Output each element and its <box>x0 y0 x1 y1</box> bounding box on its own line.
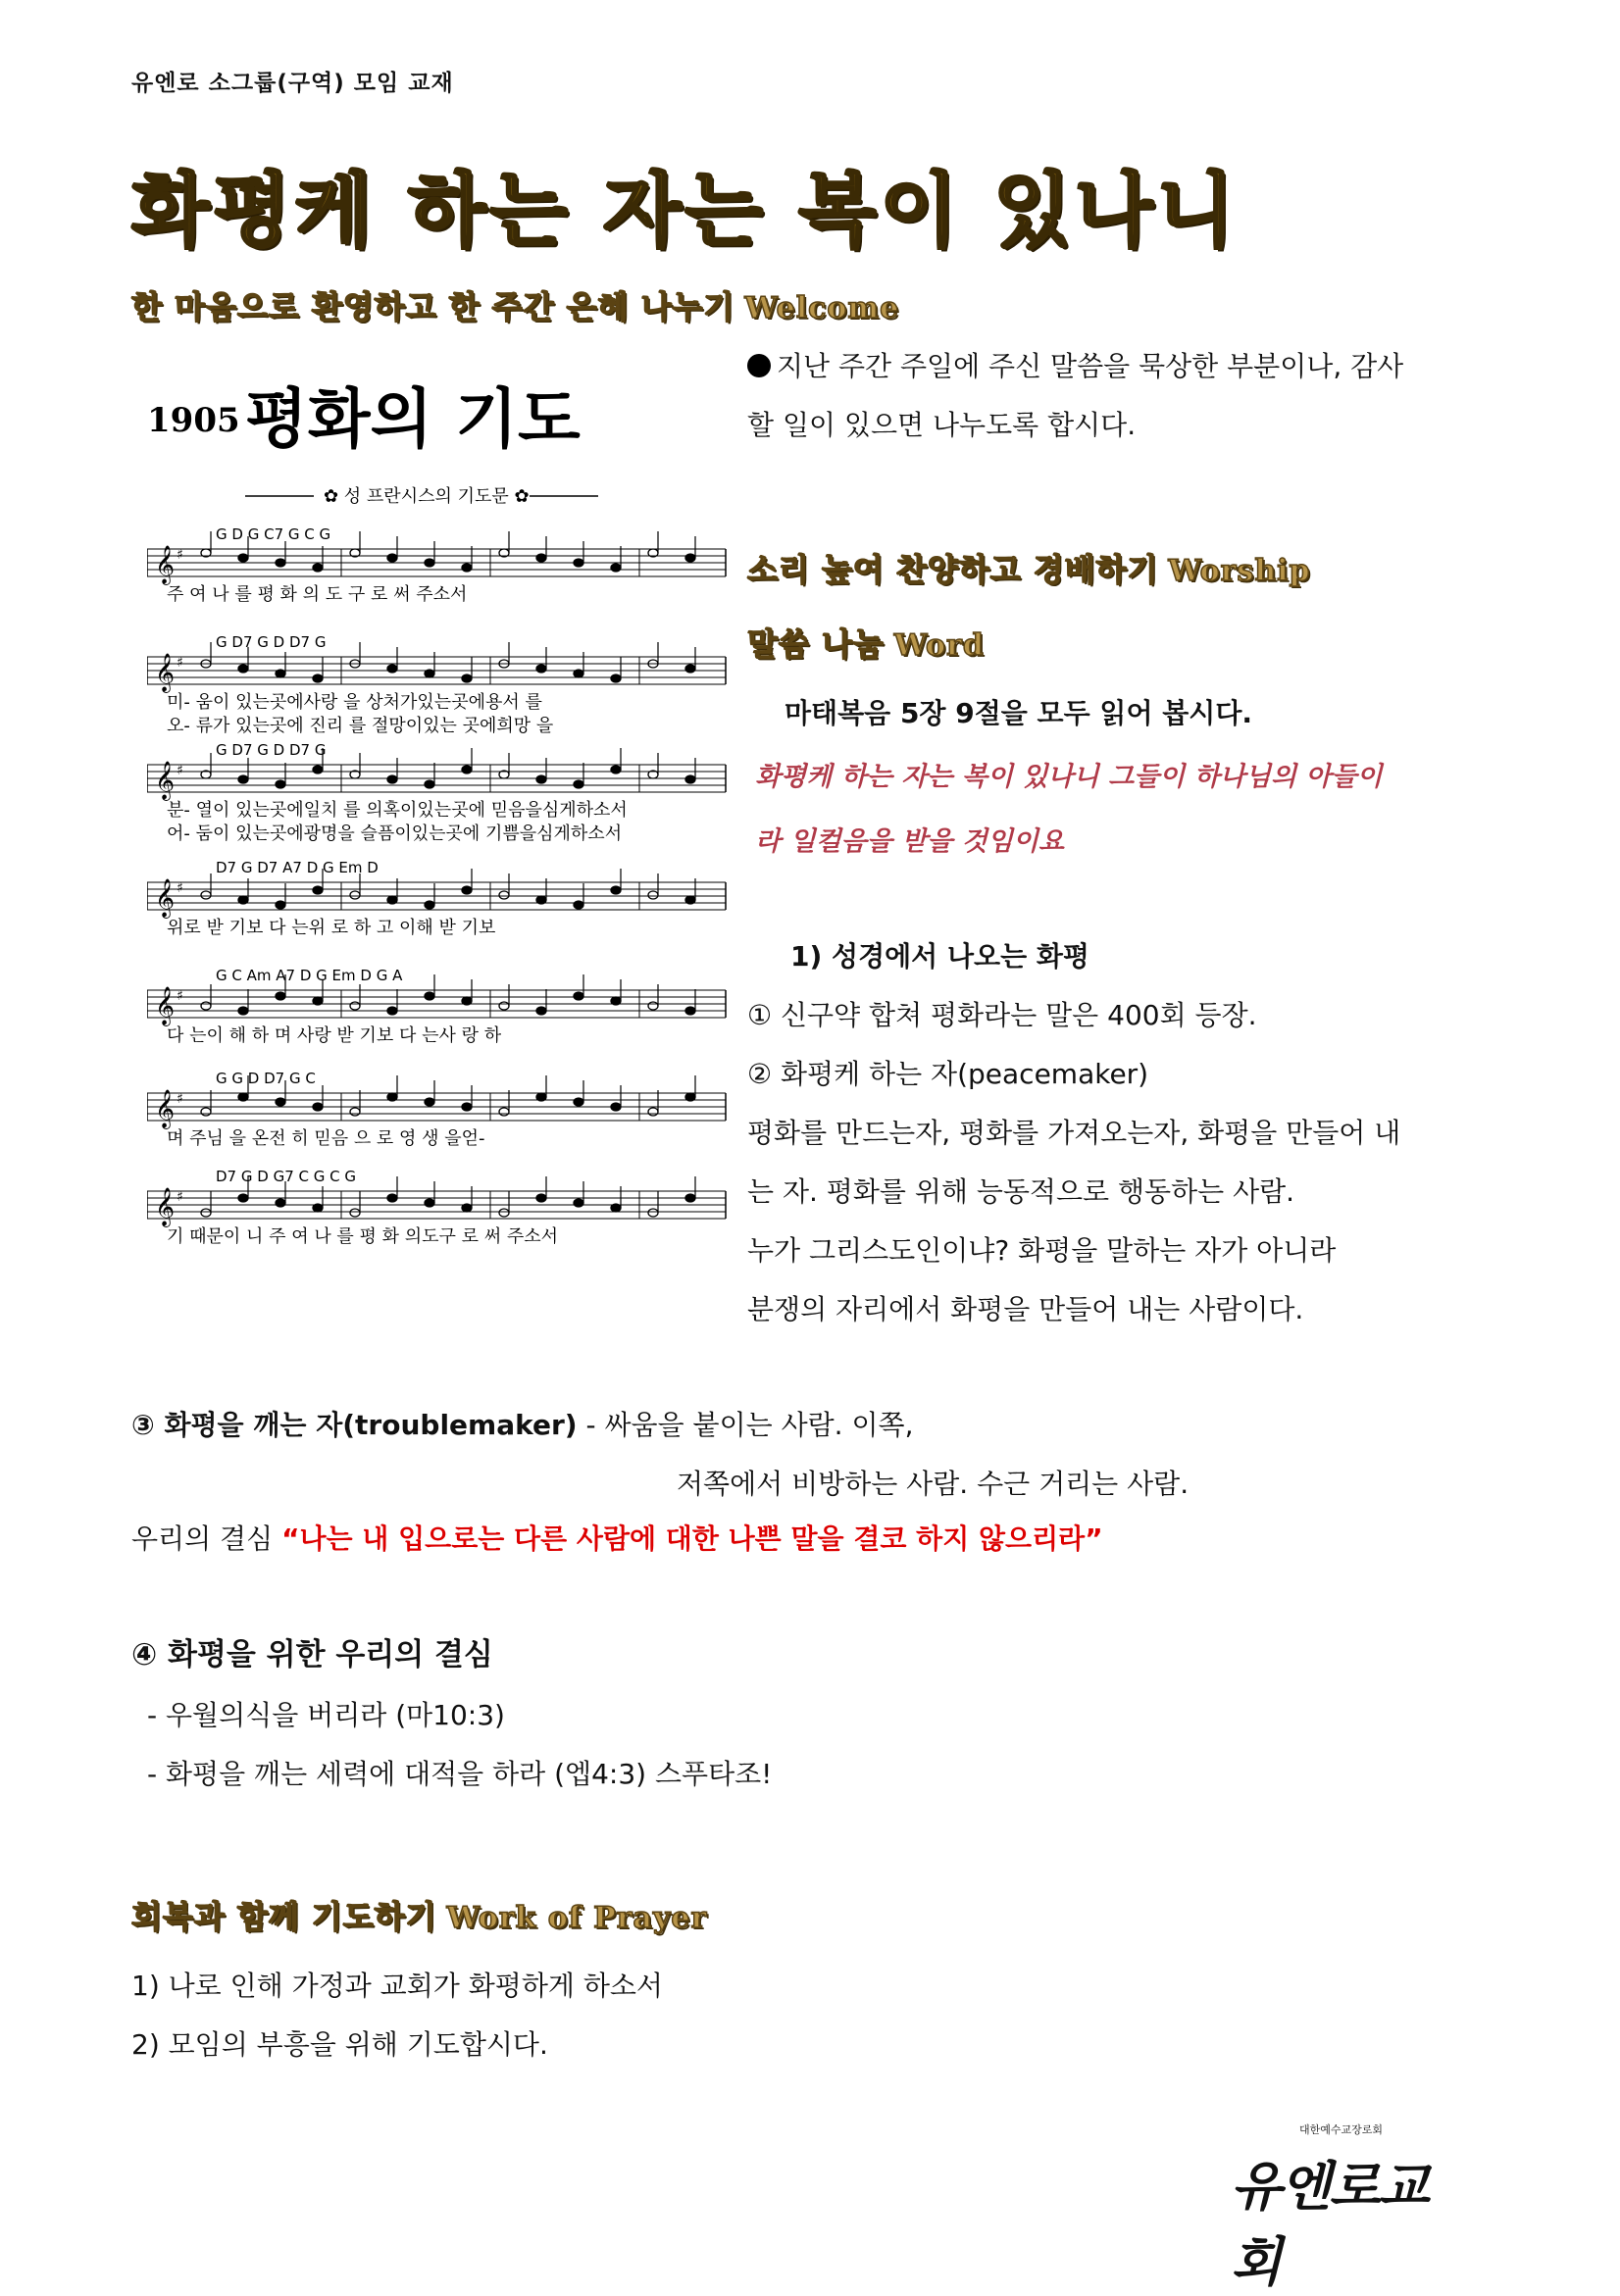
svg-text:𝄞: 𝄞 <box>155 653 176 692</box>
hymn-title: 평화의 기도 <box>245 381 581 457</box>
item-4-list <box>147 1686 772 1804</box>
list-item: - 우월의식을 버리라 (마10:3) <box>147 1699 505 1731</box>
note <box>238 775 248 783</box>
note <box>499 1209 509 1217</box>
note <box>536 1194 546 1202</box>
note <box>611 886 621 894</box>
note <box>574 780 583 788</box>
svg-text:𝄞: 𝄞 <box>155 545 176 584</box>
svg-text:♯: ♯ <box>177 763 183 778</box>
item-3 <box>131 1396 913 1455</box>
note <box>462 564 472 572</box>
note <box>387 554 397 562</box>
svg-text:♯: ♯ <box>177 547 183 563</box>
svg-text:♯: ♯ <box>177 1189 183 1205</box>
hymn-subtitle: ✿ 성 프란시스의 기도문 ✿ <box>324 486 530 507</box>
note <box>425 670 434 677</box>
item-3-desc: - 싸움을 붙이는 사람. 이쪽, <box>585 1409 914 1441</box>
note <box>425 1098 434 1106</box>
word-heading: 말씀 나눔 Word <box>747 625 985 663</box>
note <box>685 1007 695 1015</box>
document-header: 유엔로 소그룹(구역) 모임 교재 <box>131 71 454 96</box>
note <box>276 1098 285 1106</box>
lyric-line: 어- 둠이 있는곳에광명을 슬픔이있는곳에 기쁨을심게하소서 <box>167 824 623 844</box>
note <box>313 997 323 1005</box>
welcome-heading <box>131 282 899 327</box>
note <box>201 1209 211 1217</box>
note <box>611 674 621 682</box>
note <box>350 1002 360 1010</box>
svg-text:𝄞: 𝄞 <box>155 986 176 1025</box>
note <box>574 559 583 567</box>
note <box>499 1002 509 1010</box>
note <box>201 1002 211 1010</box>
note <box>425 780 434 788</box>
item-3-label: ③ 화평을 깨는 자(troublemaker) <box>131 1409 578 1441</box>
note <box>350 1108 360 1116</box>
chord-line: D7 G D G7 C G C G <box>216 1168 357 1185</box>
note <box>685 896 695 904</box>
list-item: 1) 나로 인해 가정과 교회가 화평하게 하소서 <box>131 1970 663 2002</box>
item-4-title: ④ 화평을 위한 우리의 결심 <box>131 1637 493 1672</box>
note <box>201 891 211 899</box>
note <box>648 891 658 899</box>
resolution-quote: “나는 내 입으로는 다른 사람에 대한 나쁜 말을 결코 하지 않으리라” <box>281 1522 1103 1555</box>
welcome-heading-ko: 한 마음으로 환영하고 한 주간 은혜 나누기 <box>131 288 735 325</box>
note <box>238 896 248 904</box>
svg-text:𝄞: 𝄞 <box>155 761 176 800</box>
note <box>685 665 695 673</box>
svg-text:𝄞: 𝄞 <box>155 878 176 918</box>
svg-text:♯: ♯ <box>177 988 183 1004</box>
note <box>648 1209 658 1217</box>
note <box>574 670 583 677</box>
chord-line: G G D D7 G C <box>216 1070 316 1087</box>
note <box>276 901 285 909</box>
note <box>276 992 285 1000</box>
svg-text:𝄞: 𝄞 <box>155 1089 176 1128</box>
note <box>387 1093 397 1101</box>
note <box>238 1194 248 1202</box>
logo-top-text: 대한예수교장로회 <box>1299 2123 1384 2136</box>
logo-name: 유엔로교회 <box>1231 2155 1428 2293</box>
note <box>574 901 583 909</box>
list-item: - 화평을 깨는 세력에 대적을 하라 (엡4:3) 스푸타조! <box>147 1758 773 1790</box>
lyric-line: 주 여 나 를 평 화 의 도 구 로 써 주소서 <box>167 584 468 605</box>
note <box>387 665 397 673</box>
note <box>499 891 509 899</box>
lyric-line: 기 때문이 니 주 여 나 를 평 화 의도구 로 써 주소서 <box>167 1226 559 1247</box>
note <box>387 1194 397 1202</box>
note <box>536 665 546 673</box>
scripture-instruction: 마태복음 5장 9절을 모두 읽어 봅시다. <box>785 697 1253 729</box>
welcome-text <box>747 337 1473 455</box>
chord-line: G D7 G D D7 G <box>216 633 327 651</box>
chord-line: G D G C7 G C G <box>216 525 331 543</box>
note <box>425 1199 434 1207</box>
svg-text:𝄞: 𝄞 <box>155 1187 176 1226</box>
note <box>462 766 472 774</box>
note <box>536 1007 546 1015</box>
note <box>648 1002 658 1010</box>
note <box>611 564 621 572</box>
note <box>313 886 323 894</box>
prayer-heading: 회복과 함께 기도하기 Work of Prayer <box>131 1898 708 1935</box>
note <box>350 1209 360 1217</box>
note <box>648 1108 658 1116</box>
note <box>685 554 695 562</box>
svg-text:♯: ♯ <box>177 1091 183 1107</box>
hymn-sheet <box>147 363 735 1274</box>
note <box>276 559 285 567</box>
note <box>238 1007 248 1015</box>
note <box>462 674 472 682</box>
note <box>462 997 472 1005</box>
point-1-body: ① 신구약 합쳐 평화라는 말은 400회 등장. ② 화평케 하는 자(peacemaker) 평화를 만드는자, 평화를 가져오는자, 화평을 만들어 내 는 자. 평화를 위해 능동적으로 행동하는 사람. 누가 그리스도인이냐? 화평을 말하는 자가 아니라 분쟁의 자리에서 화평을 만들어 내는 사람이다. <box>747 986 1473 1339</box>
note <box>276 1199 285 1207</box>
note <box>536 896 546 904</box>
svg-text:♯: ♯ <box>177 880 183 896</box>
note <box>276 780 285 788</box>
note <box>313 674 323 682</box>
note <box>387 1007 397 1015</box>
point-1-title: 1) 성경에서 나오는 화평 <box>790 940 1089 973</box>
note <box>574 992 583 1000</box>
note <box>685 1194 695 1202</box>
resolution-label: 우리의 결심 <box>131 1522 274 1555</box>
note <box>685 1093 695 1101</box>
prayer-list <box>131 1957 663 2074</box>
lyric-line: 다 는이 해 하 며 사랑 받 기보 다 는사 랑 하 <box>167 1025 502 1046</box>
note <box>238 665 248 673</box>
note <box>425 992 434 1000</box>
item-1: ① 신구약 합쳐 평화라는 말은 400회 등장. <box>747 999 1257 1031</box>
note <box>276 670 285 677</box>
note <box>201 1108 211 1116</box>
note <box>611 766 621 774</box>
note <box>536 775 546 783</box>
lyric-line: 며 주님 을 온전 히 믿음 으 로 영 생 을얻- <box>167 1128 485 1149</box>
lyric-line: 오- 류가 있는곳에 진리 를 절망이있는 곳에희망 을 <box>167 716 554 736</box>
page-title: 화평케 하는 자는 복이 있나니 <box>131 165 1239 258</box>
lyric-line: 미- 움이 있는곳에사랑 을 상처가있는곳에용서 를 <box>167 692 542 713</box>
church-logo <box>1231 2118 1466 2293</box>
note <box>313 1204 323 1212</box>
note <box>611 997 621 1005</box>
note <box>611 1103 621 1111</box>
chord-line: G C Am A7 D G Em D G A <box>216 967 403 984</box>
note <box>238 1093 248 1101</box>
note <box>387 896 397 904</box>
note <box>387 775 397 783</box>
note <box>536 1093 546 1101</box>
note <box>499 1108 509 1116</box>
note <box>238 554 248 562</box>
note <box>574 1098 583 1106</box>
lyric-line: 분- 열이 있는곳에일치 를 의혹이있는곳에 믿음을심게하소서 <box>167 800 628 821</box>
welcome-line-1: 지난 주간 주일에 주신 말씀을 묵상한 부분이나, 감사 <box>747 337 1473 396</box>
chord-line: D7 G D7 A7 D G Em D <box>216 859 379 876</box>
item-2: ② 화평케 하는 자(peacemaker) <box>747 1058 1149 1090</box>
note <box>462 1204 472 1212</box>
note <box>462 886 472 894</box>
resolution <box>131 1510 1103 1569</box>
note <box>313 766 323 774</box>
item-3-desc-cont: 저쪽에서 비방하는 사람. 수근 거리는 사람. <box>677 1468 1190 1500</box>
lyric-line: 위로 받 기보 다 는위 로 하 고 이해 받 기보 <box>167 918 496 938</box>
note <box>350 891 360 899</box>
chord-line: G D7 G D D7 G <box>216 741 327 759</box>
svg-text:♯: ♯ <box>177 655 183 671</box>
worship-heading: 소리 높여 찬양하고 경배하기 Worship <box>747 551 1311 588</box>
list-item: 2) 모임의 부흥을 위해 기도합시다. <box>131 2028 548 2061</box>
welcome-line-2: 할 일이 있으면 나누도록 합시다. <box>747 409 1137 441</box>
bullet-icon <box>747 354 771 377</box>
note <box>462 1103 472 1111</box>
scripture-verse: 화평케 하는 자는 복이 있나니 그들이 하나님의 아들이 라 일컬음을 받을 것임이요 <box>755 762 1383 857</box>
note <box>425 901 434 909</box>
note <box>536 554 546 562</box>
note <box>611 1204 621 1212</box>
welcome-heading-en: Welcome <box>744 291 900 325</box>
note <box>685 775 695 783</box>
hymn-number: 1905 <box>147 401 240 440</box>
note <box>574 1199 583 1207</box>
note <box>313 564 323 572</box>
note <box>313 1103 323 1111</box>
note <box>425 559 434 567</box>
